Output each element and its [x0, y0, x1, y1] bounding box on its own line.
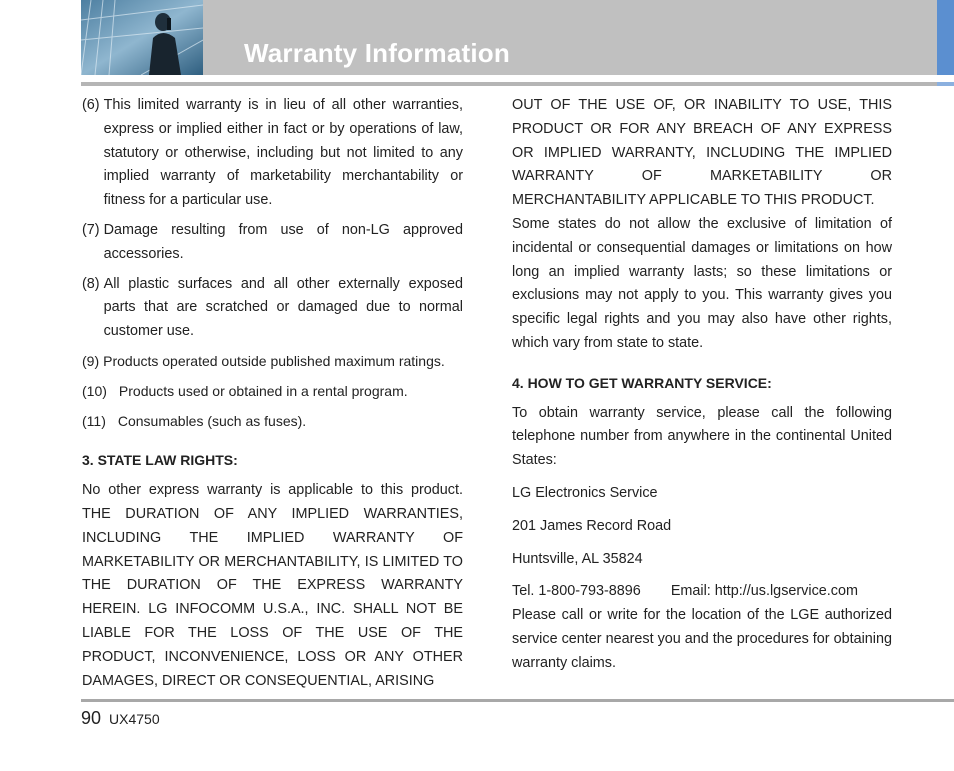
item-text: Products operated outside published maximum ratings.: [103, 352, 445, 369]
section-body: To obtain warranty service, please call the following telephone number from anywhere in the continental United States:: [512, 404, 892, 469]
closing-paragraph: Please call or write for the location of the LGE authorized service center nearest you and the procedures for obtaining warranty claims.: [512, 607, 892, 671]
service-name: LG Electronics Service: [512, 484, 658, 501]
item-number: (7): [82, 221, 100, 238]
header-accent-rule: [937, 82, 954, 86]
contact-line: [512, 580, 892, 604]
item-number: (11): [82, 412, 106, 429]
list-item: [82, 273, 463, 344]
header-photo: [81, 0, 203, 75]
right-column: [512, 94, 892, 676]
list-item: [82, 219, 463, 267]
item-number: (10): [82, 382, 107, 399]
item-number: (9): [82, 352, 100, 369]
email-link[interactable]: Email: http://us.lgservice.com: [670, 583, 858, 600]
item-text: Consumables (such as fuses).: [117, 412, 307, 429]
header-accent: [937, 0, 954, 75]
page-title: Warranty Information: [244, 38, 510, 68]
item-text: All plastic surfaces and all other externally exposed parts that are scratched or damaged due to normal customer use.: [103, 275, 463, 340]
address-line: 201 James Record Road: [512, 517, 672, 534]
list-item: [82, 94, 463, 213]
item-number: (6): [82, 97, 100, 113]
footer: [81, 708, 160, 729]
telephone: Tel. 1-800-793-8896: [512, 583, 641, 600]
states-paragraph: Some states do not allow the exclusive of limitation of incidental or consequential damages or limitations on how long an implied warranty lasts; so these limitations or exclusions may not apply to you. This warranty gives you specific legal rights and you may also have other rights, which vary from state to state.: [512, 215, 892, 351]
continued-text: OUT OF THE USE OF, OR INABILITY TO USE, THIS PRODUCT OR FOR ANY BREACH OF ANY EXPRESS OR IMPLIED WARRANTY, INCLUDING THE IMPLIED WARRANTY OF MARKETABILITY OR MERCHANTABILITY APPLICABLE TO THIS PRODUCT.: [512, 97, 892, 209]
left-column: [82, 94, 463, 693]
list-item: [82, 410, 463, 434]
page-number: 90: [81, 708, 102, 728]
item-number: (8): [82, 275, 100, 292]
section-heading: 4. HOW TO GET WARRANTY SERVICE:: [512, 374, 772, 391]
header-divider: [81, 82, 954, 86]
list-item: [82, 380, 463, 404]
item-text: This limited warranty is in lieu of all other warranties, express or implied either in fact or by operations of law, statutory or otherwise, including but not limited to any implied warranty of marketability merchantability or fitness for a particular use.: [103, 97, 463, 209]
item-text: Products used or obtained in a rental program.: [118, 382, 408, 399]
address-line: Huntsville, AL 35824: [512, 550, 643, 567]
section-body: No other express warranty is applicable to this product. THE DURATION OF ANY IMPLIED WARRANTIES, INCLUDING THE IMPLIED WARRANTY OF MARKETABILITY OR MERCHANTABILITY, IS LIMITED TO THE DURATION OF THE EXPRESS WARRANTY HEREIN. LG INFOCOMM U.S.A., INC. SHALL NOT BE LIABLE FOR THE LOSS OF THE USE OF THE PRODUCT, INCONVENIENCE, LOSS OR ANY OTHER DAMAGES, DIRECT OR CONSEQUENTIAL, ARISING: [82, 482, 463, 689]
header-bar: [81, 0, 954, 75]
item-text: Damage resulting from use of non-LG approved accessories.: [103, 221, 463, 262]
list-item: [82, 350, 463, 374]
section-heading: 3. STATE LAW RIGHTS:: [82, 452, 238, 469]
model-name: UX4750: [109, 711, 160, 727]
footer-divider: [81, 699, 954, 702]
